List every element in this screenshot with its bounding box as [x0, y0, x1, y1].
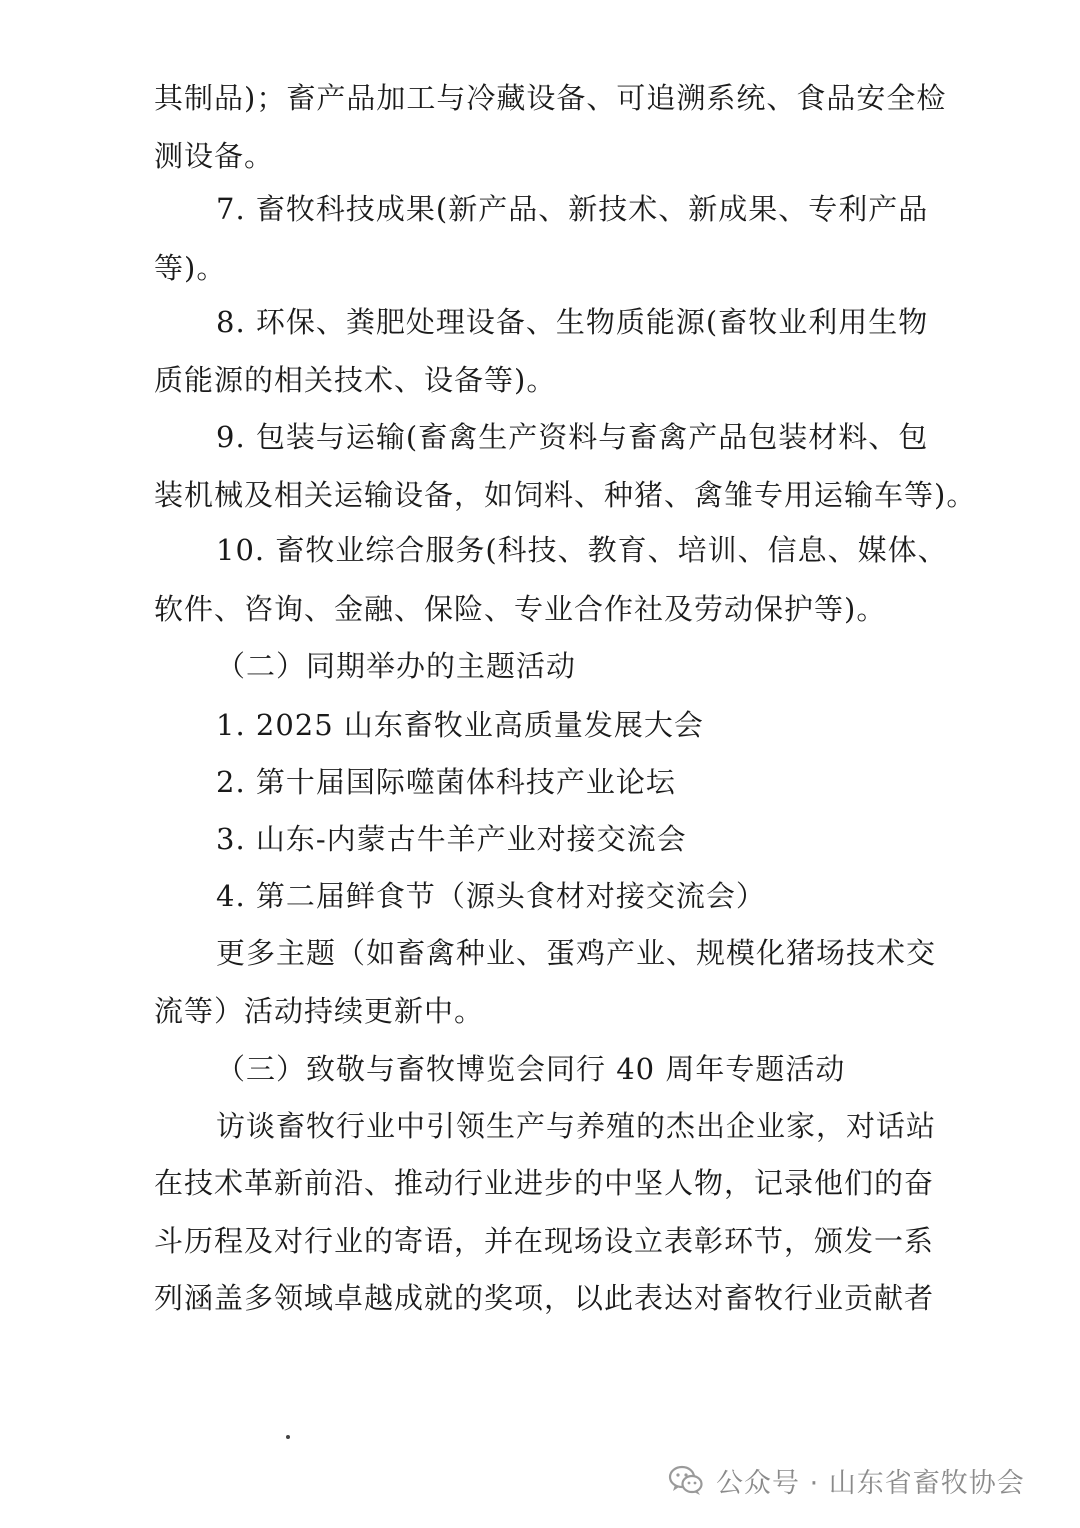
text-line: 等)。 — [154, 251, 227, 285]
text-line: 访谈畜牧行业中引领生产与养殖的杰出企业家，对话站 — [216, 1109, 937, 1143]
list-item: 4. 第二届鲜食节（源头食材对接交流会） — [216, 879, 766, 913]
text-line: 其制品)；畜产品加工与冷藏设备、可追溯系统、食品安全检 — [154, 81, 947, 115]
watermark — [668, 1452, 1025, 1508]
text-line: 在技术革新前沿、推动行业进步的中坚人物，记录他们的奋 — [154, 1166, 935, 1200]
list-item: 3. 山东-内蒙古牛羊产业对接交流会 — [216, 822, 687, 856]
watermark-text: 公众号 · 山东省畜牧协会 — [716, 1467, 1025, 1499]
text-line: 斗历程及对行业的寄语，并在现场设立表彰环节，颁发一系 — [154, 1224, 935, 1258]
list-item: 2. 第十届国际噬菌体科技产业论坛 — [216, 765, 676, 799]
text-line: 更多主题（如畜禽种业、蛋鸡产业、规模化猪场技术交 — [216, 936, 937, 970]
section-heading: （二）同期举办的主题活动 — [216, 649, 577, 683]
text-line: 8. 环保、粪肥处理设备、生物质能源(畜牧业利用生物 — [216, 305, 929, 339]
scan-speck — [286, 1435, 290, 1439]
text-line: 7. 畜牧科技成果(新产品、新技术、新成果、专利产品 — [216, 192, 929, 226]
text-line: 10. 畜牧业综合服务(科技、教育、培训、信息、媒体、 — [216, 533, 948, 567]
text-line: 列涵盖多领域卓越成就的奖项，以此表达对畜牧行业贡献者 — [154, 1281, 935, 1315]
text-line: 流等）活动持续更新中。 — [154, 994, 485, 1028]
text-line: 9. 包装与运输(畜禽生产资料与畜禽产品包装材料、包 — [216, 420, 929, 454]
text-line: 质能源的相关技术、设备等)。 — [154, 363, 557, 397]
list-item: 1. 2025 山东畜牧业高质量发展大会 — [216, 708, 704, 742]
text-line: 软件、咨询、金融、保险、专业合作社及劳动保护等)。 — [154, 592, 887, 626]
wechat-icon — [668, 1464, 704, 1496]
text-line: 装机械及相关运输设备，如饲料、种猪、禽雏专用运输车等)。 — [154, 478, 977, 512]
text-line: 测设备。 — [154, 139, 275, 173]
section-heading: （三）致敬与畜牧博览会同行 40 周年专题活动 — [216, 1052, 846, 1086]
